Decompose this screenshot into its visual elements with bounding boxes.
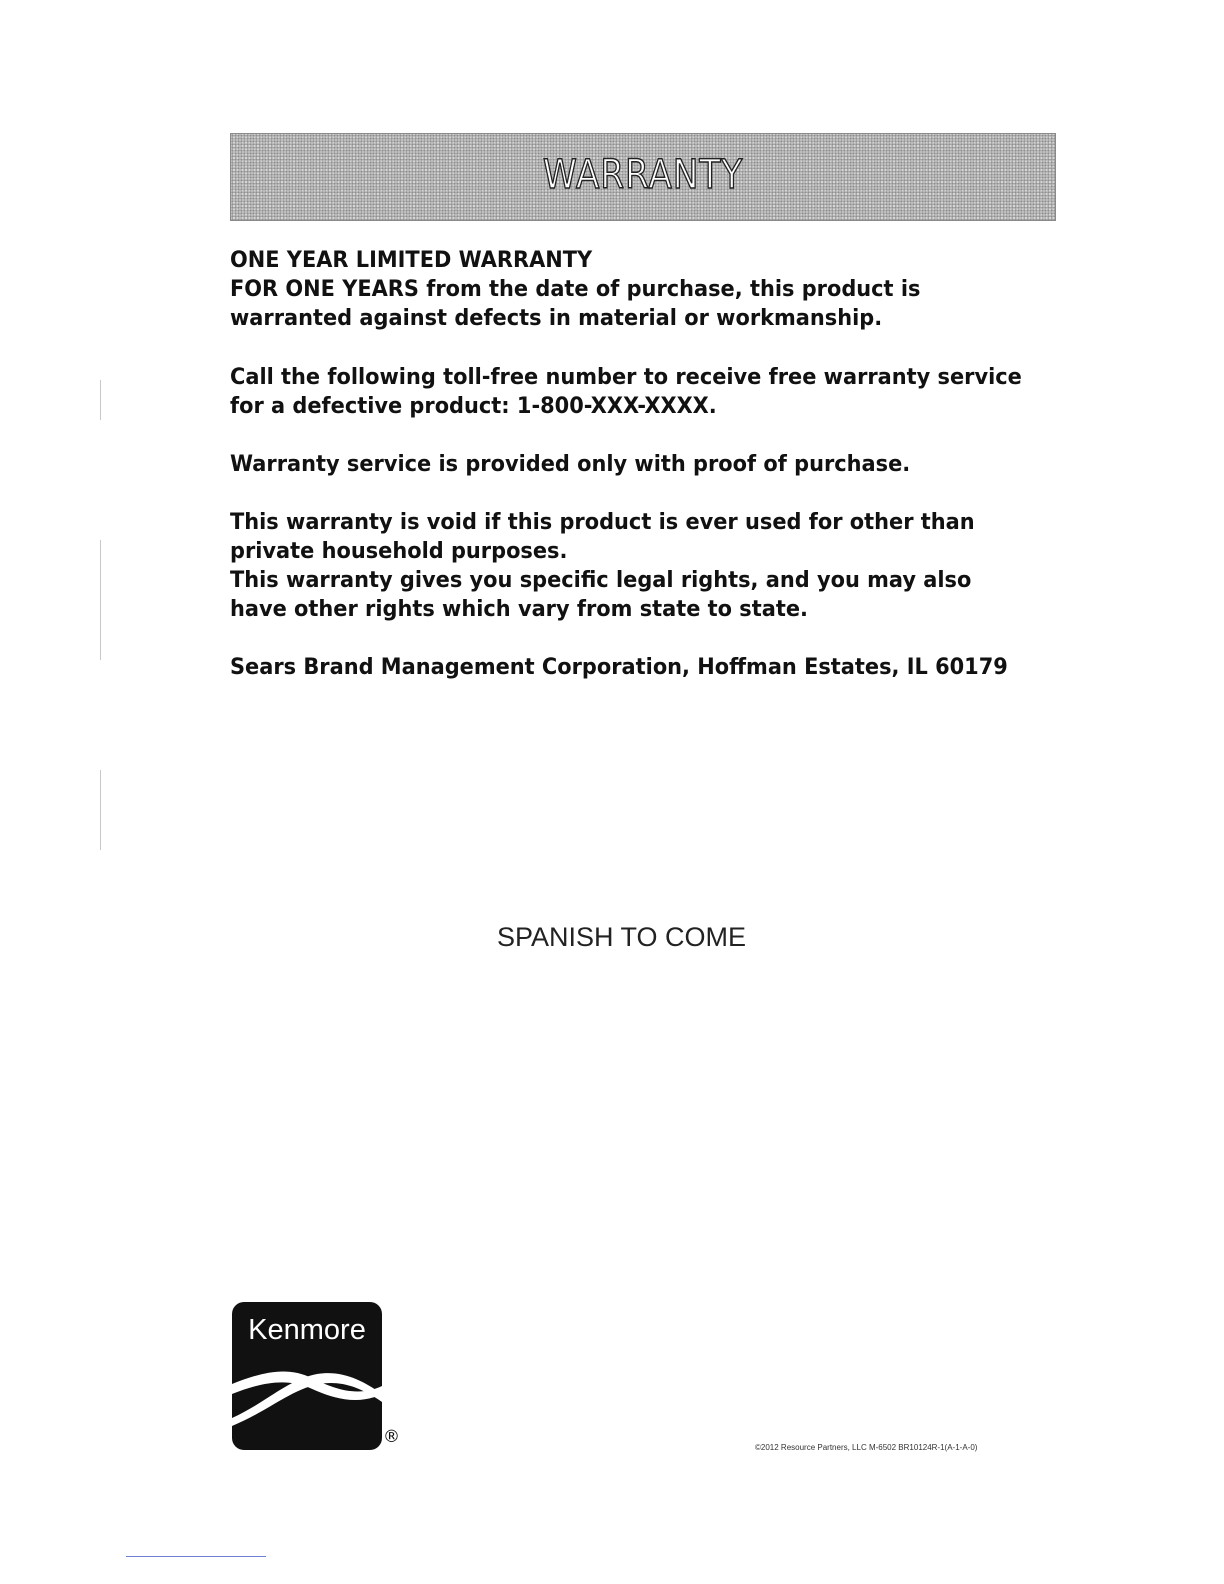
service-phone-line: for a defective product: 1-800-XXX-XXXX.	[230, 394, 717, 419]
logo-wave-icon	[232, 1302, 382, 1450]
legal-rights-line: This warranty gives you specific legal rights, and you may also	[230, 568, 972, 593]
warranty-heading: ONE YEAR LIMITED WARRANTY	[230, 248, 593, 273]
scan-artifact	[100, 540, 101, 660]
registered-mark: ®	[383, 1427, 400, 1447]
spanish-placeholder: SPANISH TO COME	[497, 922, 747, 952]
scan-artifact	[100, 380, 101, 420]
warranty-term-line: warranted against defects in material or workmanship.	[230, 306, 883, 331]
logo-brand-name: Kenmore	[248, 1314, 366, 1346]
warranty-banner	[230, 133, 1056, 221]
void-clause-line: private household purposes.	[230, 539, 568, 564]
legal-rights-line: have other rights which vary from state to state.	[230, 597, 808, 622]
proof-of-purchase-line: Warranty service is provided only with proof of purchase.	[230, 452, 911, 477]
kenmore-logo	[232, 1302, 382, 1450]
page-title: WARRANTY	[542, 152, 744, 198]
copyright-notice: ©2012 Resource Partners, LLC M-6502 BR10124R-1(A-1-A-0)	[755, 1443, 978, 1452]
service-call-line: Call the following toll-free number to receive free warranty service	[230, 365, 1022, 390]
scan-artifact	[126, 1556, 266, 1557]
company-address: Sears Brand Management Corporation, Hoffman Estates, IL 60179	[230, 655, 1008, 680]
scan-artifact	[100, 770, 101, 850]
void-clause-line: This warranty is void if this product is ever used for other than	[230, 510, 975, 535]
warranty-term-line: FOR ONE YEARS from the date of purchase, this product is	[230, 277, 921, 302]
